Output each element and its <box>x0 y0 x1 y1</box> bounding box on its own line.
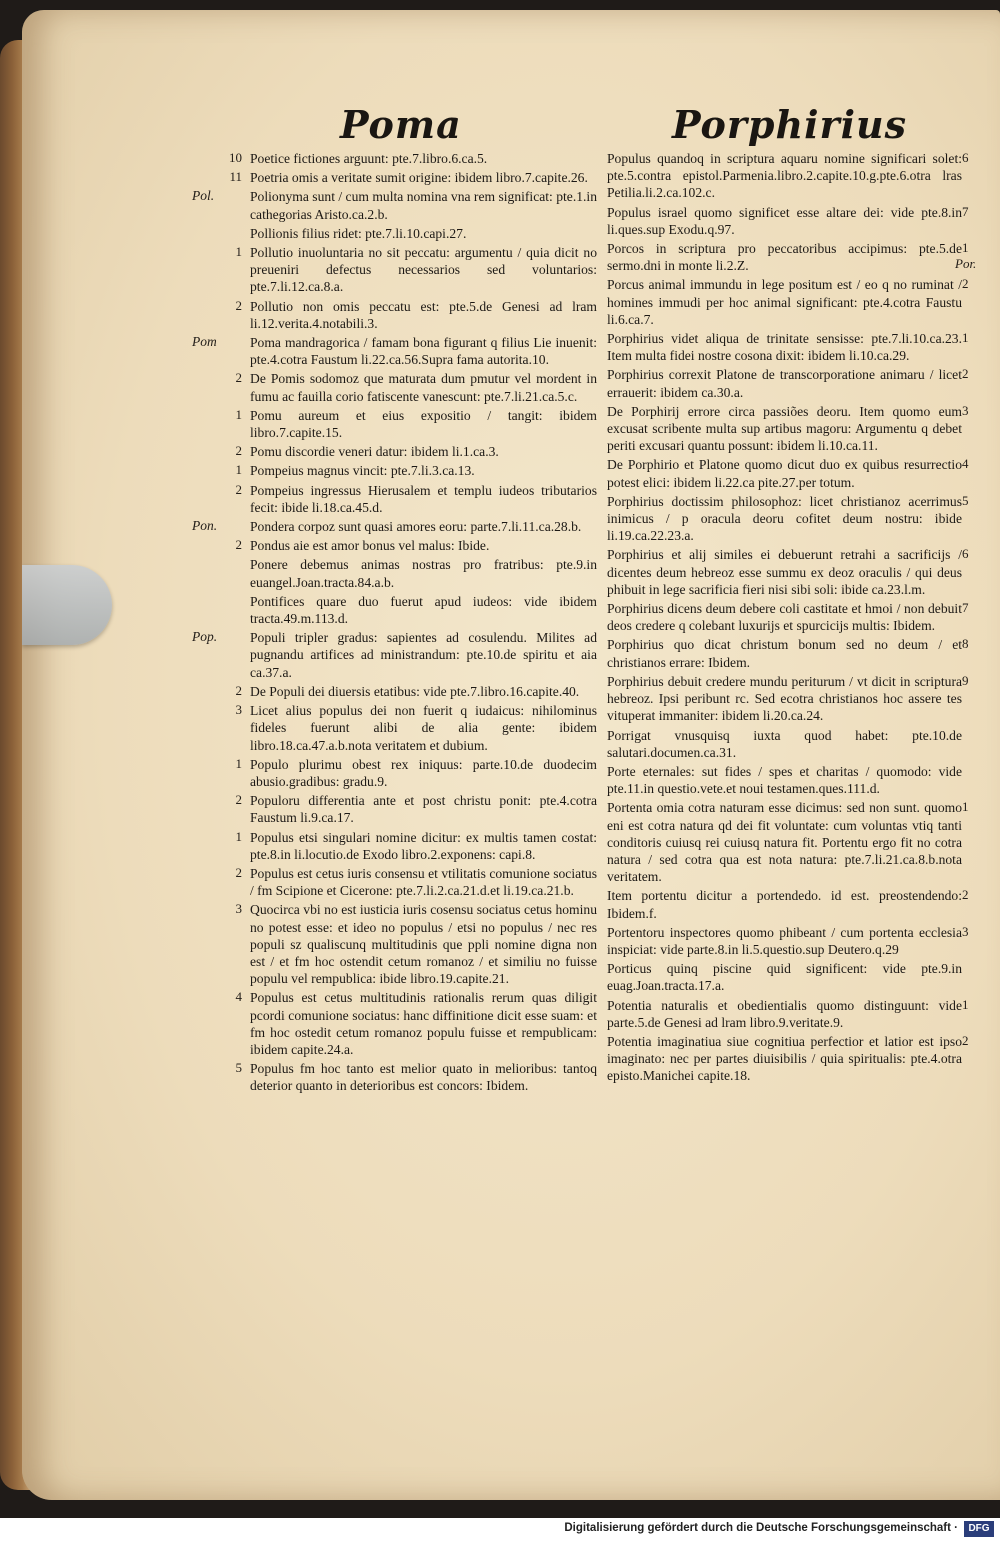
page-clip <box>22 565 112 645</box>
book-page <box>22 10 1000 1500</box>
index-entry <box>607 330 969 364</box>
margin-number: 2 <box>962 366 969 382</box>
entry-text: Poma mandragorica / famam bona figurant q filius Lie inuenit: pte.4.cotra Faustum li.22.ca.56.Supra fama autorita.10. <box>250 335 597 368</box>
entry-text: Quocirca vbi no est iusticia iuris cosensu sociatus cetus hominu no potest esse: et ideo no populus / etsi no populus / nec res populi sz qualiscunq multitudinis que ppli nomine digna non est / et fm hoc ostendit cetum romanoz / et similiu no fuisse populu vel rempublica: ibide libro.19.capite.21. <box>250 902 597 987</box>
index-entry <box>607 799 969 885</box>
index-entry <box>607 960 962 994</box>
index-entry <box>192 537 597 554</box>
index-entry <box>607 887 969 921</box>
entry-text: Populus fm hoc tanto est melior quato in melioribus: tantoq deterior quanto in deterioribus est concors: Ibidem. <box>250 1061 597 1094</box>
entry-text: Populus est cetus multitudinis rationalis rerum quas diligit pcordi comunione sociatus: hanc diffinitione dicit esse suam: et fm hoc ostedit cetum romanoz populu fuisse et rempublicam: ibidem capite.24.a. <box>250 990 597 1057</box>
index-entry <box>607 923 969 958</box>
entry-text: Poetria omis a veritate sumit origine: ibidem libro.7.capite.26. <box>250 170 588 186</box>
entry-text: De Porphirio et Platone quomo dicut duo ex quibus resurrectio potest elici: ibidem li.22.ca pite.27.per totum. <box>607 457 962 490</box>
index-entry <box>192 518 597 535</box>
margin-group-label: Pon. <box>192 518 218 534</box>
index-entry <box>192 244 597 296</box>
margin-number: 9 <box>962 672 969 688</box>
entry-text: Porphirius correxit Platone de transcorporatione animaru / licet errauerit: ibidem ca.30.a. <box>607 367 962 400</box>
entry-text: Populus etsi singulari nomine dicitur: ex multis tamen costat: pte.8.in li.locutio.de Exodo libro.2.exponens: capi.8. <box>250 829 597 862</box>
entry-text: Pompeius magnus vincit: pte.7.li.3.ca.13. <box>250 463 475 479</box>
margin-number: 4 <box>235 989 242 1005</box>
entry-text: Pondera corpoz sunt quasi amores eoru: parte.7.li.11.ca.28.b. <box>250 519 582 535</box>
entry-text: Pomu discordie veneri datur: ibidem li.1.ca.3. <box>250 444 499 460</box>
index-entry <box>192 556 597 590</box>
entry-text: Pollutio non omis peccatu est: pte.5.de Genesi ad lram li.12.verita.4.notabili.3. <box>250 298 597 331</box>
index-entry <box>192 462 597 479</box>
margin-number: 5 <box>962 492 969 508</box>
footer-credit: Digitalisierung gefördert durch die Deutsche Forschungsgemeinschaft · <box>564 1522 958 1534</box>
index-entry <box>607 492 969 545</box>
entry-text: Portentoru inspectores quomo phibeant / cum portenta ecclesia inspiciat: vide parte.8.in li.5.questio.sup Deutero.q.29 <box>607 924 962 957</box>
entry-text: Populo plurimu obest rex iniquus: parte.10.de duodecim abusio.gradibus: gradu.9. <box>250 756 597 789</box>
index-entry <box>192 629 597 681</box>
entry-text: Populus quandoq in scriptura aquaru nomine significari solet: pte.5.contra epistol.Parmenia.libro.2.capite.10.g.pte.6.otra lras Petilia.li.2.ca.102.c. <box>607 151 962 201</box>
index-entry <box>607 240 977 274</box>
entry-text: Pompeius ingressus Hierusalem et templu iudeos tributarios fecit: ibide li.18.ca.45.d. <box>250 482 597 515</box>
entry-text: Ponere debemus animas nostras pro fratribus: pte.9.in euangel.Joan.tracta.84.a.b. <box>250 557 597 590</box>
entry-text: Polionyma sunt / cum multa nomina vna rem significat: pte.1.in cathegorias Aristo.ca.2.b. <box>250 189 597 222</box>
index-entry <box>192 901 597 987</box>
margin-number: 1 <box>235 406 242 422</box>
index-entry <box>192 407 597 441</box>
margin-group-label: Por. <box>955 256 977 272</box>
index-entry <box>192 298 597 332</box>
entry-text: Porphirius dicens deum debere coli castitate et hmoi / non debuit deos credere q colebant luxurijs et spurcicijs multis: Ibidem. <box>607 601 962 634</box>
entry-text: Porphirius et alij similes ei debuerunt retrahi a sacrificijs / dicentes deum hebreoz esse summu ex deoz oraculis / qui deus phibuit in lege sacrificia fieri nisi sibi soli: ibide ca.23.l.m. <box>607 547 962 597</box>
margin-number: 3 <box>962 923 969 939</box>
entry-text: Pondus aie est amor bonus vel malus: Ibide. <box>250 538 490 554</box>
margin-number: 1 <box>235 828 242 844</box>
index-entry <box>192 702 597 754</box>
margin-number: 2 <box>235 370 242 386</box>
margin-group-label: Pop. <box>192 629 218 645</box>
index-entry <box>192 225 597 242</box>
running-header-left: Poma <box>340 102 462 147</box>
margin-number: 6 <box>962 546 969 562</box>
index-entry <box>607 276 969 328</box>
entry-text: Porphirius doctissim philosophoz: licet christianoz acerrimus inimicus / p oracula deoru cofitet deum nostru: ibide li.19.ca.22.23.a. <box>607 493 962 544</box>
entry-text: Pollutio inuoluntaria no sit peccatu: argumentu / quia dicit no preueniri defectus necessarios sed voluntarios: pte.7.li.12.ca.8.a. <box>250 245 597 295</box>
margin-number: 1 <box>962 330 969 346</box>
index-entry <box>192 829 597 863</box>
index-entry <box>192 188 597 222</box>
entry-text: Porticus quinq piscine quid significent: vide pte.9.in euag.Joan.tracta.17.a. <box>607 961 962 994</box>
entry-text: Portenta omia cotra naturam esse dicimus: sed non sunt. quomo eni est cotra natura qd dei fit voluntate: cum voluntas vtiq tanti conditoris cuiusq rei cuiusq natura fit. Portentu ergo fit no cotra natura / sed cotra qua est nota natura: pte.7.li.21.ca.8.b.nota veritatem. <box>607 800 962 885</box>
margin-number: 11 <box>229 169 242 185</box>
index-entry <box>607 366 969 400</box>
index-entry <box>192 1060 597 1094</box>
margin-number: 1 <box>962 799 969 815</box>
left-column <box>192 150 597 1097</box>
entry-text: Porte eternales: sut fides / spes et charitas / quomodo: vide pte.11.in questio.vete.et noui testamen.ques.111.d. <box>607 763 962 797</box>
margin-number: 5 <box>235 1060 242 1076</box>
index-entry <box>192 443 597 460</box>
index-entry <box>607 763 962 797</box>
entry-text: Porcus animal immundu in lege positum est / eo q no ruminat / homines immudi per hoc animal significant: pte.4.cotra Faustu li.6.ca.7. <box>607 277 962 327</box>
margin-number: 7 <box>962 203 969 219</box>
margin-number: 2 <box>235 864 242 880</box>
margin-number: 2 <box>235 537 242 553</box>
margin-number: 1 <box>962 240 969 256</box>
margin-group-label: Pom <box>192 334 217 350</box>
margin-number: 8 <box>962 636 969 652</box>
margin-number: 3 <box>235 702 242 718</box>
index-entry <box>192 756 597 790</box>
index-entry <box>192 593 597 627</box>
margin-number: 2 <box>962 276 969 292</box>
index-entry <box>607 1032 969 1085</box>
index-entry <box>192 169 597 186</box>
margin-number: 2 <box>235 682 242 698</box>
entry-text: Porrigat vnusquisq iuxta quod habet: pte.10.de salutari.documen.ca.31. <box>607 727 962 760</box>
entry-text: Potentia imaginatiua siue cognitiua perfectior et latior est ipso imaginato: nec per partes diuisibilis / quia spiritualis: pte.4.otra episto.Manichei capite.18. <box>607 1033 962 1084</box>
margin-number: 1 <box>962 996 969 1012</box>
entry-text: Porphirius videt aliqua de trinitate sensisse: pte.7.li.10.ca.23. Item multa fidei nostre cosona dixit: ibidem li.10.ca.29. <box>607 331 962 364</box>
margin-number: 2 <box>235 297 242 313</box>
margin-number: 2 <box>962 1032 969 1048</box>
index-entry <box>607 636 969 670</box>
entry-text: Porphirius debuit credere mundu periturum / vt dicit in scriptura hebreoz. Ipsi peribunt rc. Sed ecotra christianos hoc assere tes vituperat immaniter: ibidem li.20.ca.24. <box>607 673 962 724</box>
index-entry <box>192 989 597 1058</box>
margin-number: 2 <box>962 887 969 903</box>
index-entry <box>192 334 597 368</box>
margin-number: 2 <box>235 792 242 808</box>
index-entry <box>192 370 597 404</box>
index-entry <box>192 150 597 167</box>
index-entry <box>607 727 962 761</box>
entry-text: Item portentu dicitur a portendedo. id est. preostendendo: Ibidem.f. <box>607 888 962 921</box>
entry-text: Potentia naturalis et obedientialis quomo distinguunt: vide parte.5.de Genesi ad lram libro.9.veritate.9. <box>607 997 962 1030</box>
margin-number: 1 <box>235 755 242 771</box>
entry-text: Pomu aureum et eius expositio / tangit: ibidem libro.7.capite.15. <box>250 407 597 441</box>
entry-text: Pollionis filius ridet: pte.7.li.10.capi.27. <box>250 225 467 241</box>
index-entry <box>607 672 969 725</box>
dfg-logo: DFG <box>964 1521 994 1537</box>
entry-text: Populoru differentia ante et post christu ponit: pte.4.cotra Faustum li.9.ca.17. <box>250 793 597 826</box>
index-entry <box>607 996 969 1031</box>
entry-text: Porphirius quo dicat christum bonum sed no deum / et christianos errare: Ibidem. <box>607 637 962 670</box>
footer-bar <box>0 1518 1000 1541</box>
entry-text: Licet alius populus dei non fuerit q iudaicus: nihilominus fideles fuerunt alibi de alia gente: ibidem libro.18.ca.47.a.b.nota veritatem et dubium. <box>250 703 597 753</box>
entry-text: De Porphirij errore circa passiões deoru. Item quomo eum excusat scribente multa sup artibus magoru: Argumentu q debet periti excusari quantu possunt: ibidem li.10.ca.11. <box>607 403 962 454</box>
index-entry <box>607 203 969 238</box>
entry-text: Populi tripler gradus: sapientes ad cosulendu. Milites ad pugnandu artifices ad ministrandum: pte.10.de spiritu et aia ca.37.a. <box>250 630 597 680</box>
index-entry <box>192 683 597 700</box>
margin-number: 3 <box>235 901 242 917</box>
index-entry <box>607 600 969 634</box>
margin-number: 10 <box>229 150 242 165</box>
index-entry <box>192 865 597 899</box>
margin-number: 1 <box>235 244 242 260</box>
index-entry <box>607 456 969 490</box>
right-column <box>607 150 977 1087</box>
entry-text: Poetice fictiones arguunt: pte.7.libro.6.ca.5. <box>250 151 488 166</box>
running-header-right: Porphirius <box>672 102 908 147</box>
margin-number: 2 <box>235 443 242 459</box>
margin-number: 3 <box>962 402 969 418</box>
index-entry <box>607 402 969 455</box>
margin-group-label: Pol. <box>192 188 215 204</box>
margin-number: 2 <box>235 481 242 497</box>
index-entry <box>607 546 969 598</box>
margin-number: 4 <box>962 456 969 472</box>
entry-text: De Populi dei diuersis etatibus: vide pte.7.libro.16.capite.40. <box>250 683 580 699</box>
entry-text: Pontifices quare duo fuerut apud iudeos: vide ibidem tracta.49.m.113.d. <box>250 593 597 627</box>
entry-text: De Pomis sodomoz que maturata dum pmutur vel mordent in fumu ac fauilla corio fatiscente vanescunt: pte.7.li.21.ca.5.c. <box>250 371 597 404</box>
margin-number: 7 <box>962 600 969 616</box>
entry-text: Populus est cetus iuris consensu et vtilitatis comunione sociatus / fm Scipione et Cicerone: pte.7.li.2.ca.21.d.et li.19.ca.21.b. <box>250 865 597 899</box>
margin-number: 6 <box>962 150 969 165</box>
margin-number: 1 <box>235 462 242 478</box>
entry-text: Porcos in scriptura pro peccatoribus accipimus: pte.5.de sermo.dni in monte li.2.Z. <box>607 241 962 274</box>
index-entry <box>607 150 969 202</box>
entry-text: Populus israel quomo significet esse altare dei: vide pte.8.in li.ques.sup Exodu.q.97. <box>607 204 962 237</box>
index-entry <box>192 482 597 516</box>
index-entry <box>192 792 597 826</box>
